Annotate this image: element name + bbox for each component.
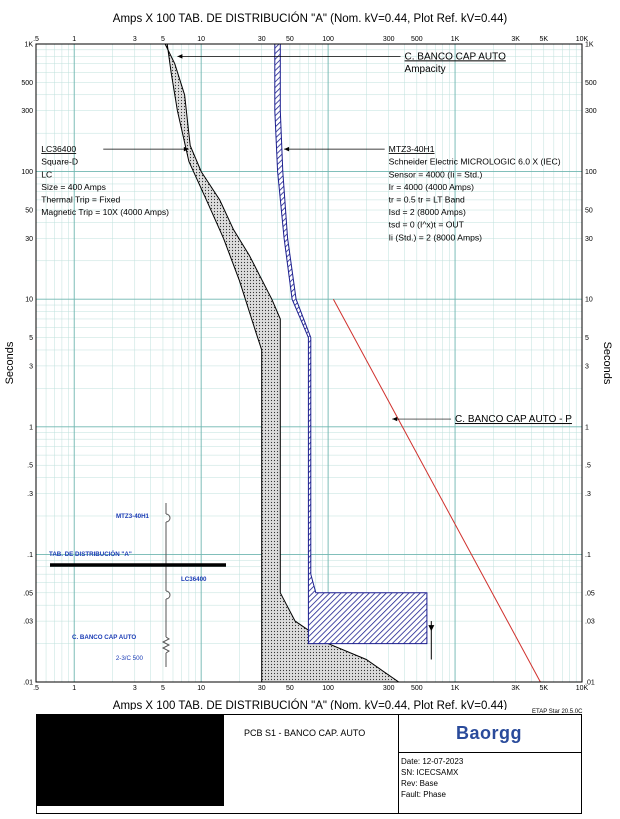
x-tick-label-top: 10K <box>575 36 589 43</box>
chart-title-top: Amps X 100 TAB. DE DISTRIBUCIÓN "A" (Nom. kV=0.44, Plot Ref. kV=0.44) <box>112 13 508 25</box>
oneline-label-feeder-breaker: LC36400 <box>181 576 207 583</box>
breaker-symbol-feeder <box>166 591 170 599</box>
curve-label-line: MTZ3-40H1 <box>388 144 435 155</box>
x-tick-label-bottom: 30 <box>257 685 266 692</box>
x-tick-label-top: .5 <box>33 36 39 43</box>
x-tick-label-bottom: 10 <box>197 685 206 692</box>
y-tick-label-right: 30 <box>585 235 593 243</box>
x-tick-label-bottom: 50 <box>285 685 294 692</box>
x-tick-label-bottom: 1K <box>450 685 460 692</box>
title-block-hline <box>398 752 582 753</box>
y-tick-label-right: .03 <box>585 618 595 626</box>
oneline-label-main-breaker: MTZ3-40H1 <box>115 513 149 520</box>
x-tick-label-top: 10 <box>197 36 206 43</box>
x-tick-label-top: 1 <box>72 36 77 43</box>
info-fault: Fault: Phase <box>401 790 446 799</box>
curve-label-line: Isd = 2 (8000 Amps) <box>388 207 466 218</box>
y-tick-label-left: 300 <box>21 108 33 116</box>
oneline-diagram <box>49 503 226 667</box>
curve-label-line: LC <box>41 169 53 180</box>
curve-label-line: Thermal Trip = Fixed <box>41 194 121 205</box>
x-tick-label-bottom: .5 <box>33 685 39 692</box>
company-logo: Baorgg <box>456 723 522 743</box>
label-arrowhead <box>177 54 182 58</box>
y-tick-label-right: 5 <box>585 335 589 343</box>
label-arrowhead <box>392 417 397 421</box>
curve-label-line: Ir = 4000 (4000 Amps) <box>388 181 474 192</box>
x-tick-label-top: 5 <box>160 36 165 43</box>
y-tick-label-left: 100 <box>21 169 33 177</box>
x-tick-label-bottom: 500 <box>410 685 423 692</box>
x-tick-label-bottom: 3 <box>132 685 137 692</box>
x-tick-label-top: 1K <box>450 36 460 43</box>
y-tick-label-right: .5 <box>585 462 591 470</box>
curve-label-line: Magnetic Trip = 10X (4000 Amps) <box>41 207 170 218</box>
x-tick-label-bottom: 5K <box>539 685 549 692</box>
ylabel-right: Seconds <box>601 341 613 385</box>
curve-label-line: Sensor = 4000 (Ii = Std.) <box>388 169 483 180</box>
x-tick-label-bottom: 100 <box>322 685 334 692</box>
curve-mtz3-40h1 <box>275 44 427 644</box>
x-tick-label-bottom: 300 <box>382 685 395 692</box>
x-tick-label-top: 3 <box>132 36 137 43</box>
redacted-area <box>36 714 224 806</box>
software-version: ETAP Star 20.5.0C <box>532 709 583 715</box>
x-tick-label-top: 3K <box>511 36 520 43</box>
y-tick-label-left: 3 <box>29 363 33 371</box>
x-tick-label-top: 30 <box>257 36 266 43</box>
info-date: Date: 12-07-2023 <box>401 757 464 766</box>
series-layer <box>165 44 540 682</box>
y-tick-label-right: .01 <box>585 679 595 687</box>
y-tick-label-right: 100 <box>585 169 597 177</box>
x-tick-label-top: 300 <box>382 36 395 43</box>
x-tick-label-bottom: 10K <box>575 685 589 692</box>
y-tick-label-right: 1 <box>585 424 589 432</box>
info-rev: Rev: Base <box>401 779 438 788</box>
y-tick-label-left: 30 <box>25 235 33 243</box>
curve-label-line: Ampacity <box>404 63 446 75</box>
curve-label-line: Schneider Electric MICROLOGIC 6.0 X (IEC) <box>388 156 561 167</box>
y-tick-label-left: 10 <box>25 296 33 304</box>
curve-label-line: LC36400 <box>41 144 77 155</box>
y-tick-label-left: .5 <box>27 462 33 470</box>
cable-symbol <box>163 637 169 653</box>
curve-label-line: C. BANCO CAP AUTO <box>404 51 506 63</box>
y-tick-label-left: 1 <box>29 424 33 432</box>
x-tick-label-top: 50 <box>285 36 294 43</box>
oneline-label-bus: TAB. DE DISTRIBUCIÓN "A" <box>49 551 132 558</box>
y-tick-label-right: 50 <box>585 207 593 215</box>
y-tick-label-left: 5 <box>29 335 33 343</box>
y-tick-label-right: 3 <box>585 363 589 371</box>
x-tick-label-bottom: 1 <box>72 685 77 692</box>
y-tick-label-left: .1 <box>27 551 33 559</box>
label-arrowhead <box>284 147 289 151</box>
y-tick-label-right: 10 <box>585 296 593 304</box>
curve-label-line: tr = 0.5 tr = LT Band <box>388 194 465 205</box>
ampacity-arrow <box>428 625 434 631</box>
ylabel-left: Seconds <box>4 341 16 385</box>
curve-label-line: tsd = 0 (I^x)t = OUT <box>388 219 464 230</box>
y-tick-label-left: .01 <box>23 679 33 687</box>
title-block-divider <box>398 714 399 814</box>
oneline-label-cable: 2-3/C 500 <box>115 655 143 662</box>
y-tick-label-left: 50 <box>25 207 33 215</box>
oneline-label-load: C. BANCO CAP AUTO <box>72 634 137 641</box>
y-tick-label-right: .3 <box>585 491 591 499</box>
y-tick-label-right: 500 <box>585 79 597 87</box>
x-tick-label-bottom: 5 <box>160 685 165 692</box>
x-tick-label-top: 100 <box>322 36 334 43</box>
y-tick-label-right: .1 <box>585 551 591 559</box>
y-tick-label-left: .03 <box>23 618 33 626</box>
project-title: PCB S1 - BANCO CAP. AUTO <box>244 728 366 738</box>
x-tick-label-bottom: 3K <box>511 685 520 692</box>
y-tick-label-right: 300 <box>585 108 597 116</box>
y-tick-label-right: .05 <box>585 590 595 598</box>
breaker-symbol-main <box>166 514 170 522</box>
chart-xlabel-bottom: Amps X 100 TAB. DE DISTRIBUCIÓN "A" (Nom. kV=0.44, Plot Ref. kV=0.44) <box>112 700 508 710</box>
y-tick-label-left: .3 <box>27 491 33 499</box>
x-tick-label-top: 500 <box>410 36 423 43</box>
info-sn: SN: ICECSAMX <box>401 768 459 777</box>
y-tick-label-left: .05 <box>23 590 33 598</box>
y-tick-label-left: 1K <box>24 41 33 49</box>
curve-label-line: Size = 400 Amps <box>41 181 106 192</box>
curve-label-line: C. BANCO CAP AUTO - P <box>455 414 572 426</box>
y-tick-label-left: 500 <box>21 79 33 87</box>
curve-label-line: Ii (Std.) = 2 (8000 Amps) <box>388 232 483 243</box>
y-tick-label-right: 1K <box>585 41 594 49</box>
curve-label-line: Square-D <box>41 156 79 167</box>
x-tick-label-top: 5K <box>539 36 549 43</box>
